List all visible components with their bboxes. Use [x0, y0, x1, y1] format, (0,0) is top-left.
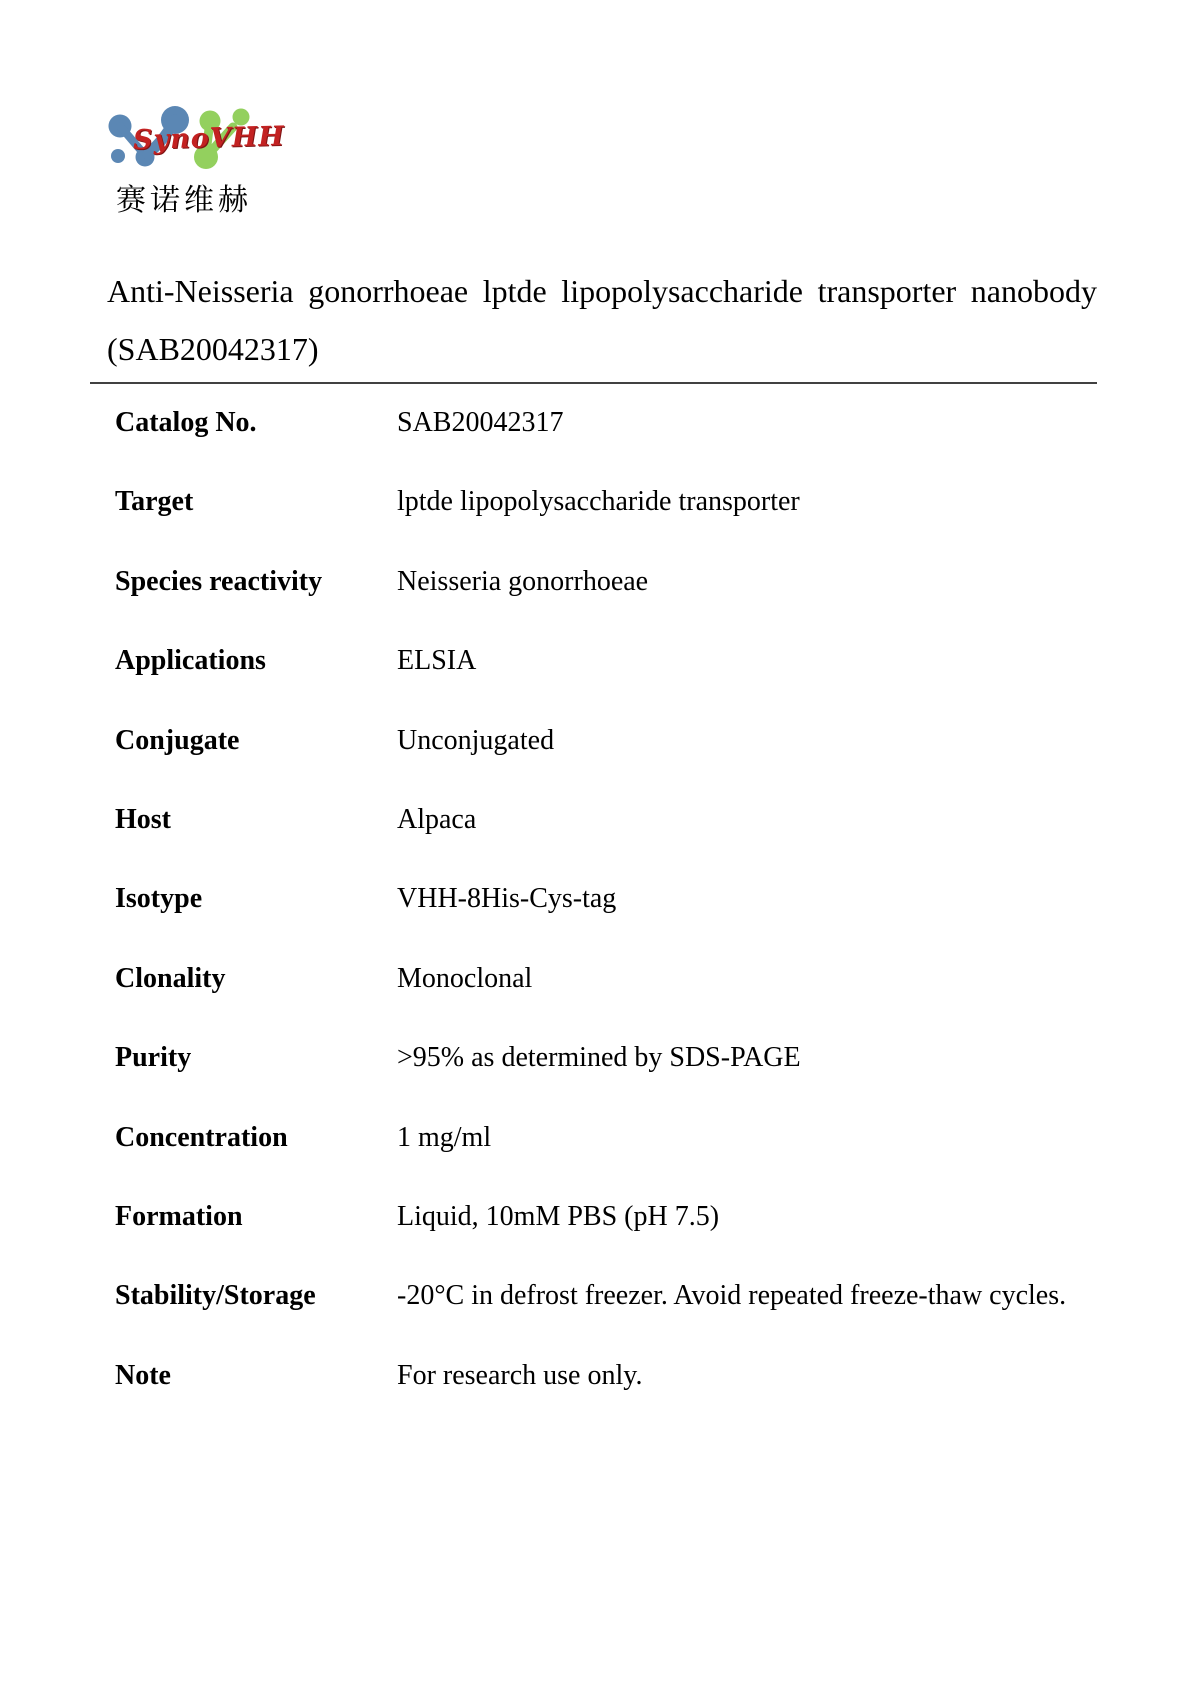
row-label: Concentration	[115, 1121, 288, 1153]
row-label: Catalog No.	[115, 407, 257, 438]
spec-table	[90, 382, 1097, 1416]
row-value: ELSIA	[397, 645, 477, 677]
row-label: Clonality	[115, 962, 226, 994]
product-title-line1: Anti-Neisseria gonorrhoeae lptde lipopolysaccharide transporter nanobody	[107, 273, 1097, 309]
table-row	[90, 702, 1097, 781]
row-value: Monoclonal	[397, 962, 533, 994]
row-value: Neisseria gonorrhoeae	[397, 565, 649, 597]
row-value: Unconjugated	[397, 724, 555, 756]
table-row	[90, 860, 1097, 939]
page-title	[107, 262, 1097, 378]
product-catalog-code: (SAB20042317)	[107, 331, 319, 367]
logo	[95, 93, 286, 175]
row-label: Formation	[115, 1200, 243, 1232]
table-row	[90, 622, 1097, 701]
row-label: Species reactivity	[115, 565, 323, 597]
table-row	[90, 543, 1097, 622]
logo-chinese-name: 赛诺维赫	[116, 184, 252, 217]
table-row	[90, 1337, 1097, 1416]
logo-brand-text: SynoVHH	[132, 121, 286, 156]
row-label: Isotype	[115, 883, 203, 915]
row-value: Liquid, 10mM PBS (pH 7.5)	[397, 1200, 720, 1232]
table-row	[90, 940, 1097, 1019]
row-label: Purity	[115, 1042, 192, 1074]
table-row	[90, 1178, 1097, 1257]
row-value: >95% as determined by SDS-PAGE	[397, 1042, 801, 1074]
table-row	[90, 1257, 1097, 1336]
table-row	[90, 781, 1097, 860]
row-value: -20°C in defrost freezer. Avoid repeated freeze-thaw cycles.	[397, 1280, 1067, 1312]
table-row	[90, 1099, 1097, 1178]
row-value: lptde lipopolysaccharide transporter	[397, 486, 800, 518]
row-value: VHH-8His-Cys-tag	[397, 883, 617, 915]
table-row	[90, 384, 1097, 463]
row-label: Note	[115, 1359, 171, 1391]
row-label: Conjugate	[115, 724, 240, 756]
row-value: For research use only.	[397, 1359, 643, 1391]
row-label: Applications	[115, 645, 266, 677]
row-label: Host	[115, 803, 171, 835]
row-value: SAB20042317	[397, 407, 564, 438]
row-label: Target	[115, 486, 194, 518]
row-label: Stability/Storage	[115, 1280, 316, 1312]
row-value: Alpaca	[397, 803, 477, 835]
row-value: 1 mg/ml	[397, 1121, 492, 1153]
table-row	[90, 1019, 1097, 1098]
table-row	[90, 463, 1097, 542]
